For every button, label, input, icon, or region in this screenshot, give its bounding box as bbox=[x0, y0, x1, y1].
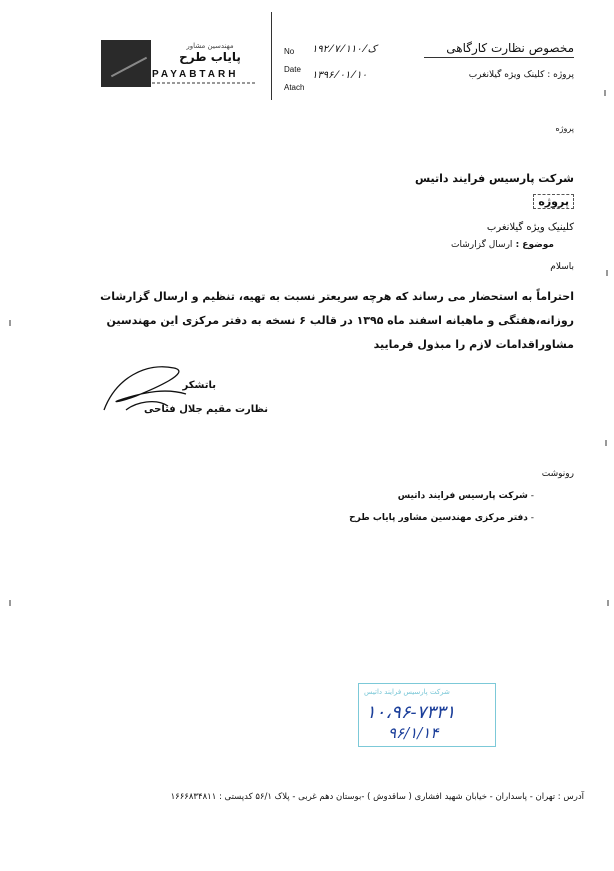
cc-item bbox=[398, 491, 534, 501]
margin-mark bbox=[9, 320, 11, 326]
logo-persian-name: پایاب طرح bbox=[179, 50, 241, 64]
cc-dash: - bbox=[527, 513, 534, 523]
logo-subtitle: مهندسین مشاور bbox=[186, 42, 234, 50]
cc-item bbox=[349, 513, 534, 523]
project-header: پروژه : کلینک ویژه گیلانغرب bbox=[468, 70, 574, 80]
confidential-note: مخصوص نظارت کارگاهی bbox=[446, 41, 574, 55]
cc-dash: - bbox=[527, 491, 534, 501]
subject-line bbox=[451, 240, 554, 250]
stamp-date: ۹۶/۱/۱۴ bbox=[388, 724, 439, 742]
body-line-1: احتراماً به استحضار می رساند که هرچه سریعتر نسبت به تهیه، تنظیم و ارسال گزارشات bbox=[100, 290, 574, 303]
margin-mark bbox=[606, 270, 608, 276]
letter-number: ۱۹۲/۷/ک/۱۱۰ bbox=[312, 45, 377, 56]
clinic-name: کلینیک ویژه گیلانغرب bbox=[486, 222, 574, 233]
header-divider bbox=[271, 12, 272, 100]
no-label: No bbox=[284, 47, 295, 56]
margin-mark bbox=[9, 600, 11, 606]
project-label: پروژه bbox=[533, 194, 574, 209]
cc-item-text: دفتر مرکزی مهندسین مشاور پایاب طرح bbox=[349, 513, 528, 523]
handwritten-signature bbox=[96, 358, 206, 418]
body-line-3: مشاوراقدامات لازم را مبذول فرمایید bbox=[373, 338, 574, 351]
date-label: Date bbox=[284, 65, 301, 74]
attach-label: Atach bbox=[284, 83, 305, 92]
margin-mark bbox=[607, 600, 609, 606]
company-logo-mark bbox=[101, 40, 151, 87]
project-short: پروژه bbox=[555, 124, 574, 133]
signer-name: نظارت مقیم جلال فتاحی bbox=[144, 404, 268, 415]
stamp-text: شرکت پارسیس فرایند داتیس bbox=[364, 688, 450, 696]
body-line-2: روزانه،هفتگی و ماهیانه اسفند ماه ۱۳۹۵ در قالب ۶ نسخه به دفتر مرکزی این مهندسین bbox=[106, 314, 574, 327]
cc-title: رونوشت bbox=[541, 469, 574, 479]
stamp-number: ۱۰،۹۶-۷۳۳۱ bbox=[366, 702, 456, 723]
recipient: شرکت پارسیس فرایند داتیس bbox=[414, 172, 574, 185]
subject-value: ارسال گزارشات bbox=[451, 240, 513, 250]
letter-date: ۱۳۹۶/۰۱/۱۰ bbox=[312, 71, 367, 82]
greeting: باسلام bbox=[550, 262, 574, 272]
cc-item-text: شرکت پارسیس فرایند داتیس bbox=[397, 491, 528, 501]
margin-mark bbox=[604, 90, 606, 96]
footer-address: آدرس : تهران - پاسداران - خیابان شهید افشاری ( ساقدوش ) -بوستان دهم غربی - پلاک ۵۶/۱ کدپستی : ۱۶۶۶۸۳۴۸۱۱ bbox=[170, 792, 584, 802]
thanks: باتشکر bbox=[182, 380, 216, 391]
logo-underline bbox=[152, 82, 257, 84]
logo-english-name: PAYABTARH bbox=[152, 69, 239, 80]
confidential-underline bbox=[424, 57, 574, 58]
subject-label: موضوع : bbox=[515, 240, 554, 250]
margin-mark bbox=[605, 440, 607, 446]
